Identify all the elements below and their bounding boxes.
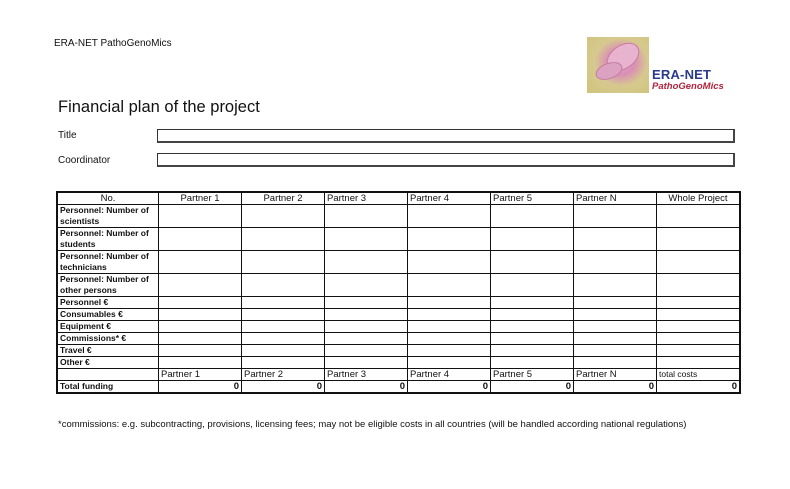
table-cell[interactable] [574,228,657,251]
row-label: Personnel: Number of other persons [57,274,159,297]
table-cell[interactable] [242,274,325,297]
subheader-partner-4: Partner 4 [408,369,491,381]
row-label: Travel € [57,345,159,357]
row-label: Equipment € [57,321,159,333]
total-value: 0 [574,381,657,394]
subheader-total-costs: total costs [657,369,741,381]
table-cell[interactable] [325,333,408,345]
table-cell[interactable] [408,228,491,251]
subheader-partner-5: Partner 5 [491,369,574,381]
row-label: Commissions* € [57,333,159,345]
row-label: Other € [57,357,159,369]
table-cell[interactable] [159,357,242,369]
column-header-partner-3: Partner 3 [325,192,408,205]
subheader-partner-2: Partner 2 [242,369,325,381]
table-row [57,309,740,321]
table-cell[interactable] [159,321,242,333]
table-cell[interactable] [242,333,325,345]
table-cell[interactable] [159,345,242,357]
table-cell[interactable] [574,357,657,369]
title-label: Title [58,130,77,141]
table-cell[interactable] [491,274,574,297]
table-cell[interactable] [242,357,325,369]
table-cell[interactable] [325,297,408,309]
table-cell[interactable] [159,274,242,297]
table-cell[interactable] [325,357,408,369]
financial-plan-table [56,191,741,394]
table-cell[interactable] [159,251,242,274]
table-cell[interactable] [574,309,657,321]
table-cell[interactable] [408,345,491,357]
column-header-partner-n: Partner N [574,192,657,205]
table-cell[interactable] [491,251,574,274]
subheader-partner-n: Partner N [574,369,657,381]
column-header-partner-1: Partner 1 [159,192,242,205]
table-cell[interactable] [657,251,741,274]
table-cell[interactable] [159,297,242,309]
footnote: *commissions: e.g. subcontracting, provisions, licensing fees; may not be eligible costs in all countries (will be handled according national regulations) [58,419,687,430]
table-cell[interactable] [657,357,741,369]
table-cell[interactable] [408,274,491,297]
title-input[interactable] [157,129,735,143]
row-label: Personnel: Number of scientists [57,205,159,228]
total-funding-label: Total funding [57,381,159,394]
subheader-partner-3: Partner 3 [325,369,408,381]
total-value: 0 [325,381,408,394]
table-cell[interactable] [491,345,574,357]
total-funding-row [57,381,740,394]
table-cell[interactable] [491,297,574,309]
table-cell[interactable] [491,321,574,333]
row-label [57,369,159,381]
total-value: 0 [491,381,574,394]
coordinator-input[interactable] [157,153,735,167]
table-cell[interactable] [657,321,741,333]
table-cell[interactable] [408,205,491,228]
table-cell[interactable] [242,251,325,274]
table-cell[interactable] [408,309,491,321]
table-cell[interactable] [325,345,408,357]
table-row [57,205,740,228]
table-cell[interactable] [491,205,574,228]
row-label: Personnel: Number of students [57,228,159,251]
table-cell[interactable] [408,297,491,309]
table-cell[interactable] [325,274,408,297]
logo-line1: ERA-NET [652,67,712,82]
table-cell[interactable] [408,333,491,345]
table-row [57,274,740,297]
column-header-partner-4: Partner 4 [408,192,491,205]
row-label: Consumables € [57,309,159,321]
table-cell[interactable] [159,228,242,251]
table-cell[interactable] [491,228,574,251]
table-row [57,357,740,369]
table-cell[interactable] [325,309,408,321]
table-cell[interactable] [159,309,242,321]
organization-name: ERA-NET PathoGenoMics [54,38,172,49]
table-cell[interactable] [159,333,242,345]
table-row [57,333,740,345]
table-cell[interactable] [242,228,325,251]
era-net-logo [587,37,737,95]
bacterium-image-icon [587,37,649,93]
table-cell[interactable] [657,309,741,321]
column-header-partner-2: Partner 2 [242,192,325,205]
table-cell[interactable] [242,321,325,333]
total-value: 0 [657,381,741,394]
table-cell[interactable] [657,297,741,309]
table-cell[interactable] [325,228,408,251]
table-row [57,251,740,274]
table-cell[interactable] [657,228,741,251]
table-cell[interactable] [491,333,574,345]
table-cell[interactable] [242,297,325,309]
table-cell[interactable] [325,205,408,228]
table-cell[interactable] [159,205,242,228]
table-cell[interactable] [574,345,657,357]
total-value: 0 [159,381,242,394]
table-cell[interactable] [574,205,657,228]
column-header-whole-project: Whole Project [657,192,741,205]
totals-subheader-row [57,369,740,381]
column-header-no: No. [57,192,159,205]
total-value: 0 [408,381,491,394]
table-cell[interactable] [491,309,574,321]
table-cell[interactable] [325,321,408,333]
row-label: Personnel: Number of technicians [57,251,159,274]
table-cell[interactable] [408,251,491,274]
coordinator-label: Coordinator [58,155,111,166]
logo-line2: PathoGenoMics [652,81,724,92]
page-title: Financial plan of the project [58,98,260,116]
table-cell[interactable] [574,251,657,274]
table-cell[interactable] [408,357,491,369]
table-cell[interactable] [657,205,741,228]
total-value: 0 [242,381,325,394]
row-label: Personnel € [57,297,159,309]
table-row [57,345,740,357]
table-row [57,297,740,309]
table-row [57,228,740,251]
table-cell[interactable] [657,345,741,357]
table-header-row [57,192,740,205]
table-cell[interactable] [657,274,741,297]
table-cell[interactable] [325,251,408,274]
table-cell[interactable] [242,309,325,321]
table-cell[interactable] [408,321,491,333]
table-cell[interactable] [574,333,657,345]
table-cell[interactable] [574,274,657,297]
table-cell[interactable] [242,205,325,228]
table-cell[interactable] [242,345,325,357]
table-cell[interactable] [657,333,741,345]
table-row [57,321,740,333]
table-cell[interactable] [574,321,657,333]
subheader-partner-1: Partner 1 [159,369,242,381]
table-cell[interactable] [491,357,574,369]
column-header-partner-5: Partner 5 [491,192,574,205]
table-cell[interactable] [574,297,657,309]
